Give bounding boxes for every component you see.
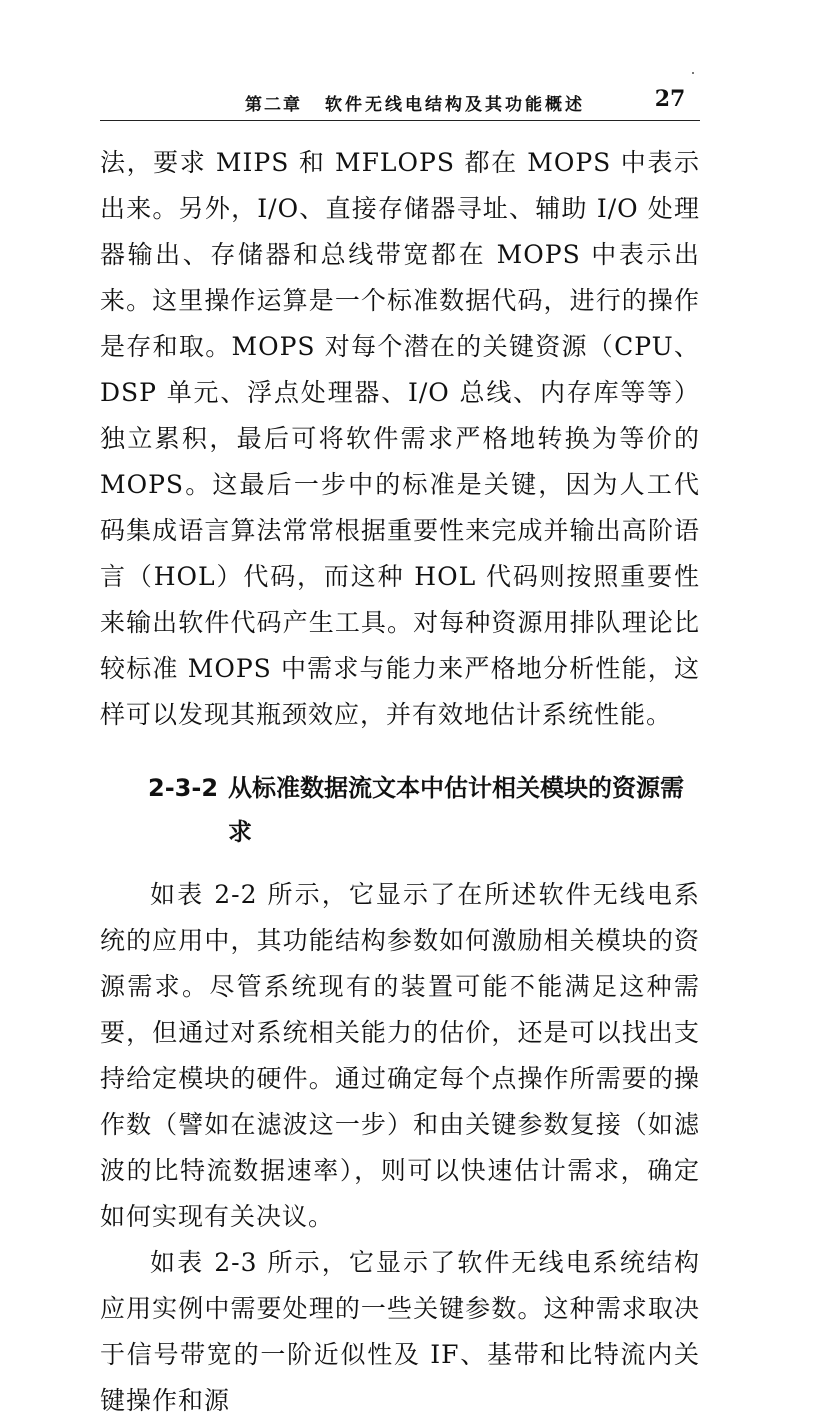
chapter-label: 第二章 bbox=[245, 95, 302, 115]
page-number: 27 bbox=[654, 86, 686, 112]
paragraph: 如表 2-3 所示，它显示了软件无线电系统结构应用实例中需要处理的一些关键参数。这种需求取决于信号带宽的一阶近似性及 IF、基带和比特流内关键操作和源 bbox=[100, 1248, 700, 1415]
chapter-title: 软件无线电结构及其功能概述 bbox=[325, 95, 585, 115]
section-heading bbox=[100, 766, 700, 854]
page-body bbox=[100, 140, 700, 1424]
paragraph: 如表 2-2 所示，它显示了在所述软件无线电系统的应用中，其功能结构参数如何激励相关模块的资源需求。尽管系统现有的装置可能不能满足这种需要，但通过对系统相关能力的估价，还是可以找出支持给定模块的硬件。通过确定每个点操作所需要的操作数（譬如在滤波这一步）和由关键参数复接（如滤波的比特流数据速率），则可以快速估计需求，确定如何实现有关决议。 bbox=[100, 880, 700, 1231]
running-header bbox=[100, 88, 700, 120]
scan-speck bbox=[692, 72, 694, 74]
section-title: 从标准数据流文本中估计相关模块的资源需求 bbox=[228, 774, 684, 846]
section-number: 2-3-2 bbox=[148, 774, 219, 802]
header-rule bbox=[100, 120, 700, 121]
paragraph-continued: 法，要求 MIPS 和 MFLOPS 都在 MOPS 中表示出来。另外，I/O、直接存储器寻址、辅助 I/O 处理器输出、存储器和总线带宽都在 MOPS 中表示出来。这里操作运算是一个标准数据代码，进行的操作是存和取。MOPS 对每个潜在的关键资源（CPU、DSP 单元、浮点处理器、I/O 总线、内存库等等）独立累积，最后可将软件需求严格地转换为等价的 MOPS。这最后一步中的标准是关键，因为人工代码集成语言算法常常根据重要性来完成并输出高阶语言（HOL）代码，而这种 HOL 代码则按照重要性来输出软件代码产生工具。对每种资源用排队理论比较标准 MOPS 中需求与能力来严格地分析性能，这样可以发现其瓶颈效应，并有效地估计系统性能。 bbox=[100, 148, 700, 729]
